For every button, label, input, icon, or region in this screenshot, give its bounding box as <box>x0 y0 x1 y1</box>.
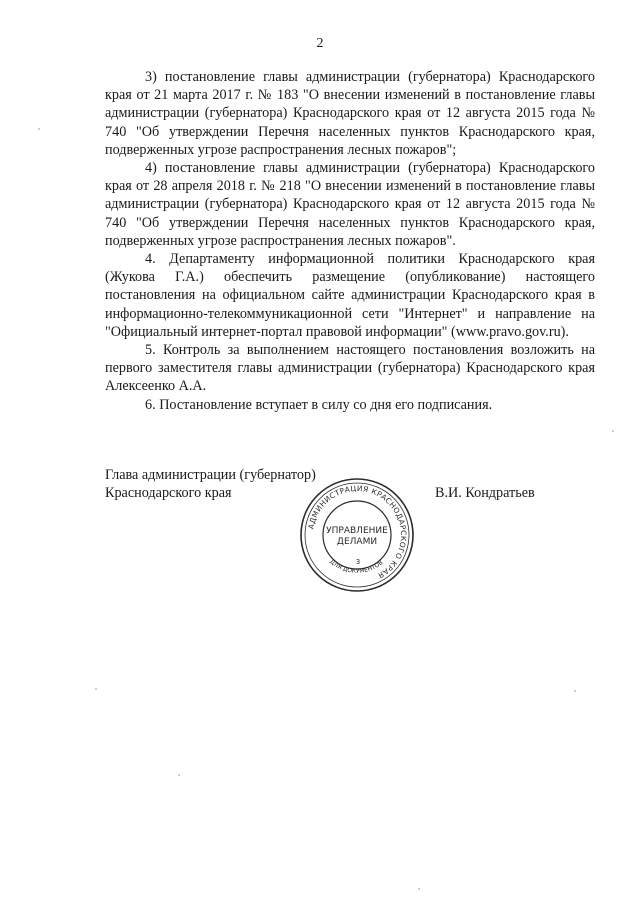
stamp-outer-text: АДМИНИСТРАЦИЯ КРАСНОДАРСКОГО КРАЯ <box>306 483 409 581</box>
document-body <box>105 68 595 414</box>
stamp-center-line1: УПРАВЛЕНИЕ <box>326 526 388 536</box>
signer-title-line1: Глава администрации (губернатор) <box>105 467 316 483</box>
paragraph-section-5: 5. Контроль за выполнением настоящего постановления возложить на первого заместителя главы администрации (губернатора) Краснодарского края Алексеенко А.А. <box>105 342 595 395</box>
page-number: 2 <box>316 36 324 51</box>
scan-speck <box>38 128 40 130</box>
signer-title-line2: Краснодарского края <box>105 485 232 502</box>
official-stamp <box>298 476 416 594</box>
paragraph-section-4: 4. Департаменту информационной политики Краснодарского края (Жукова Г.А.) обеспечить размещение (опубликование) настоящего постановления на официальном сайте администрации Краснодарского края в информационно-телекоммуникационной сети "Интернет" и направление на "Официальный интернет-портал правовой информации" (www.pravo.gov.ru). <box>105 251 595 340</box>
stamp-bottom-text: ДЛЯ ДОКУМЕНТОВ <box>328 558 385 575</box>
scan-speck <box>95 688 97 690</box>
paragraph-section-6: 6. Постановление вступает в силу со дня его подписания. <box>145 396 493 413</box>
stamp-center-line2: ДЕЛАМИ <box>336 537 378 547</box>
stamp-number: 3 <box>355 558 361 566</box>
scan-speck <box>418 888 420 890</box>
signer-name: В.И. Кондратьев <box>435 485 535 501</box>
scan-speck <box>178 774 180 776</box>
scan-speck <box>574 690 576 692</box>
paragraph-item-3: 3) постановление главы администрации (губернатора) Краснодарского края от 21 марта 2017 г. № 183 "О внесении изменений в постановление главы администрации (губернатора) Краснодарского края от 12 августа 2015 года № 740 "Об утверждении Перечня населенных пунктов Краснодарского края, подверженных угрозе распространения лесных пожаров"; <box>105 69 595 158</box>
scan-speck <box>612 430 614 432</box>
paragraph-item-4: 4) постановление главы администрации (губернатора) Краснодарского края от 28 апреля 2018 г. № 218 "О внесении изменений в постановление главы администрации (губернатора) Краснодарского края от 12 августа 2015 года № 740 "Об утверждении Перечня населенных пунктов Краснодарского края, подверженных угрозе распространения лесных пожаров". <box>105 160 595 249</box>
